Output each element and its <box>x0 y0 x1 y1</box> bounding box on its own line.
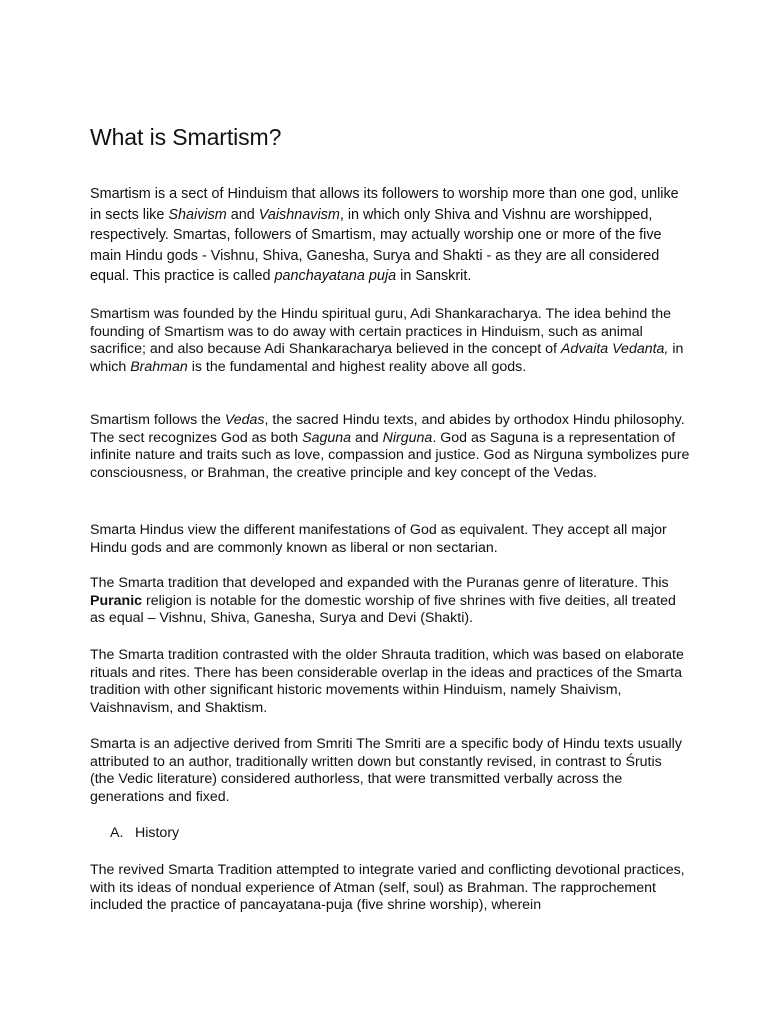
text-run: Smartism follows the <box>90 412 225 428</box>
text-run: , the sacred Hindu texts, and abides by orthodox Hindu philosophy. The sect recognizes God as both <box>90 412 685 446</box>
text-run: The Smarta tradition that developed and expanded with the Puranas genre of literature. This <box>90 575 669 591</box>
paragraph-puranas <box>90 575 690 628</box>
italic-term-brahman: Brahman <box>130 358 188 375</box>
text-run: in Sanskrit. <box>396 268 472 285</box>
paragraph-revival: The revived Smarta Tradition attempted to integrate varied and conflicting devotional practices, with its ideas of nondual experience of Atman (self, soul) as Brahman. The rapprochement included the practice of pancayatana-puja (five shrine worship), wherein <box>90 862 685 913</box>
italic-term-advaita-vedanta: Advaita Vedanta, <box>560 341 669 357</box>
list-item-label: History <box>135 825 180 841</box>
text-run: and <box>226 206 259 223</box>
italic-term-saguna: Saguna <box>302 429 352 446</box>
page-title: What is Smartism? <box>90 124 282 150</box>
italic-term-vaishnavism: Vaishnavism <box>258 206 340 223</box>
text-run: Smartism is a sect of Hinduism that allows its followers to worship more than one god, unlike in sects like <box>90 186 679 223</box>
text-run: . God as Saguna is a representation of infinite nature and traits such as love, compassion and justice. God as Nirguna symbolizes pure consciousness, or Brahman, the creative principle and key concept of the Vedas. <box>90 429 690 481</box>
list-item-history <box>110 825 179 843</box>
italic-term-nirguna: Nirguna <box>382 429 433 446</box>
text-run: in which <box>90 341 684 375</box>
paragraph-vedas <box>90 412 690 482</box>
text-run: Smartism was founded by the Hindu spiritual guru, Adi Shankaracharya. The idea behind the founding of Smartism was to do away with certain practices in Hinduism, such as animal sacrifice; and also because Adi Shankaracharya believed in the concept of <box>90 306 671 357</box>
paragraph-smarta-view: Smarta Hindus view the different manifestations of God as equivalent. They accept all major Hindu gods and are commonly known as liberal or non sectarian. <box>90 522 667 556</box>
paragraph-smriti: Smarta is an adjective derived from Smriti The Smriti are a specific body of Hindu texts usually attributed to an author, traditionally written down but constantly revised, in contrast to Śrutis (the Vedic literature) considered authorless, that were transmitted verbally across the generations and fixed. <box>90 736 682 805</box>
italic-term-shaivism: Shaivism <box>168 206 227 223</box>
bold-term-puranic: Puranic <box>90 592 143 609</box>
italic-term-panchayatana-puja: panchayatana puja <box>274 268 397 285</box>
paragraph-shrauta: The Smarta tradition contrasted with the older Shrauta tradition, which was based on elaborate rituals and rites. There has been considerable overlap in the ideas and practices of the Smarta tradition with other significant historic movements within Hinduism, namely Shaivism, Vaishnavism, and Shaktism. <box>90 647 684 716</box>
text-run: religion is notable for the domestic worship of five shrines with five deities, all treated as equal – Vishnu, Shiva, Ganesha, Surya and Devi (Shakti). <box>90 592 676 626</box>
text-run: is the fundamental and highest reality above all gods. <box>187 358 527 375</box>
list-marker: A. <box>110 825 124 841</box>
text-run: and <box>351 429 383 446</box>
paragraph-intro <box>90 184 690 287</box>
italic-term-vedas: Vedas <box>224 412 265 428</box>
text-run: , in which only Shiva and Vishnu are worshipped, respectively. Smartas, followers of Smartism, may actually worship one or more of the five main Hindu gods - Vishnu, Shiva, Ganesha, Surya and Shakti - as they are all considered equal. This practice is called <box>90 206 662 285</box>
paragraph-founding <box>90 306 690 376</box>
